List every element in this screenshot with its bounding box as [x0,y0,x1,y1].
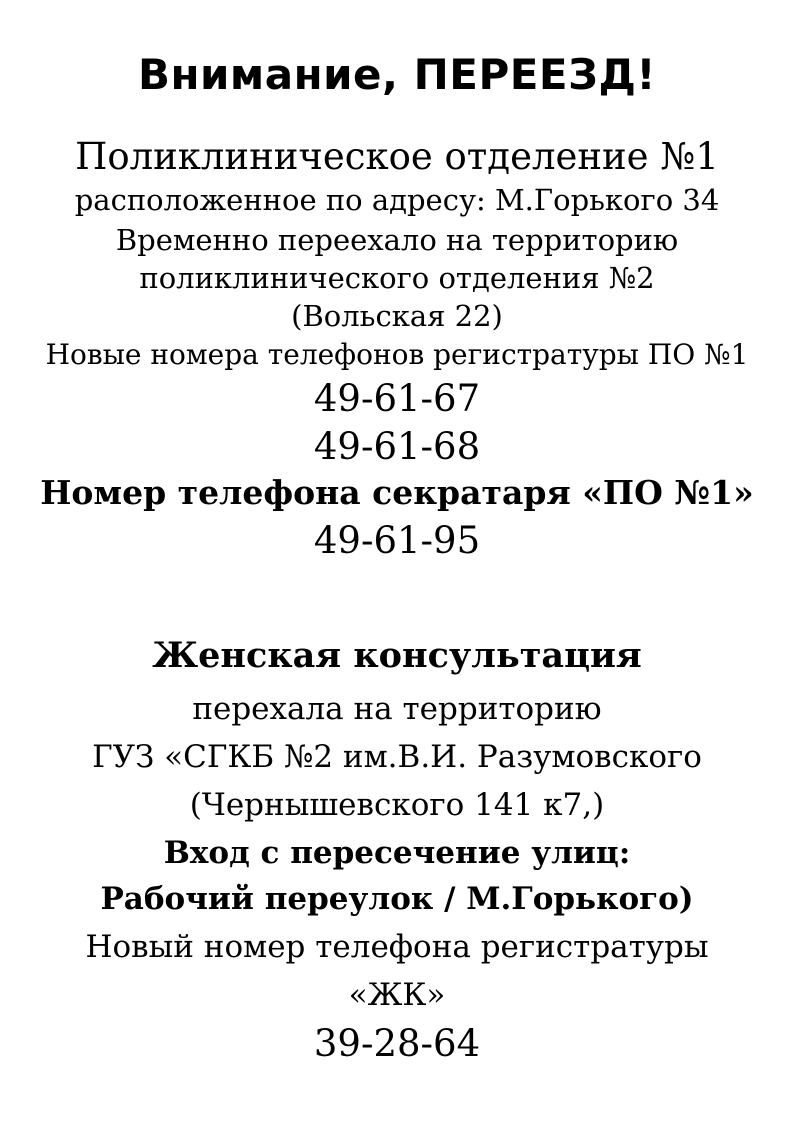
section1-moved-line2: поликлинического отделения №2 [139,261,655,295]
section2-phone: 39-28-64 [313,1022,481,1065]
section1-secretary-phone: 49-61-95 [313,519,481,562]
section1-moved-line1: Временно переехало на территорию [115,223,679,257]
section1-phone1: 49-61-67 [313,377,481,420]
section2-line2: ГУЗ «СГКБ №2 им.В.И. Разумовского [92,739,702,775]
section2-entrance-line2: Рабочий переулок / М.Горького) [100,881,694,917]
section2-phone-caption-line2: «ЖК» [348,977,446,1013]
notice-title: Внимание, ПЕРЕЕЗД! [137,50,657,99]
section2-entrance-line1: Вход с пересечение улиц: [163,835,631,871]
section1-heading: Поликлиническое отделение №1 [75,135,719,178]
section2-line1: перехала на территорию [192,691,602,727]
section1-address-line: расположенное по адресу: М.Горького 34 [74,183,720,217]
section2-phone-caption-line1: Новый номер телефона регистратуры [85,929,709,965]
section2-heading: Женская консультация [152,635,642,676]
section2-line3: (Чернышевского 141 к7,) [189,787,605,823]
section1-secretary-caption: Номер телефона секратаря «ПО №1» [40,473,754,512]
section1-moved-line3: (Вольская 22) [291,299,503,333]
section1-phone2: 49-61-68 [313,425,481,468]
section1-phones-caption: Новые номера телефонов регистратуры ПО №1 [45,338,749,371]
